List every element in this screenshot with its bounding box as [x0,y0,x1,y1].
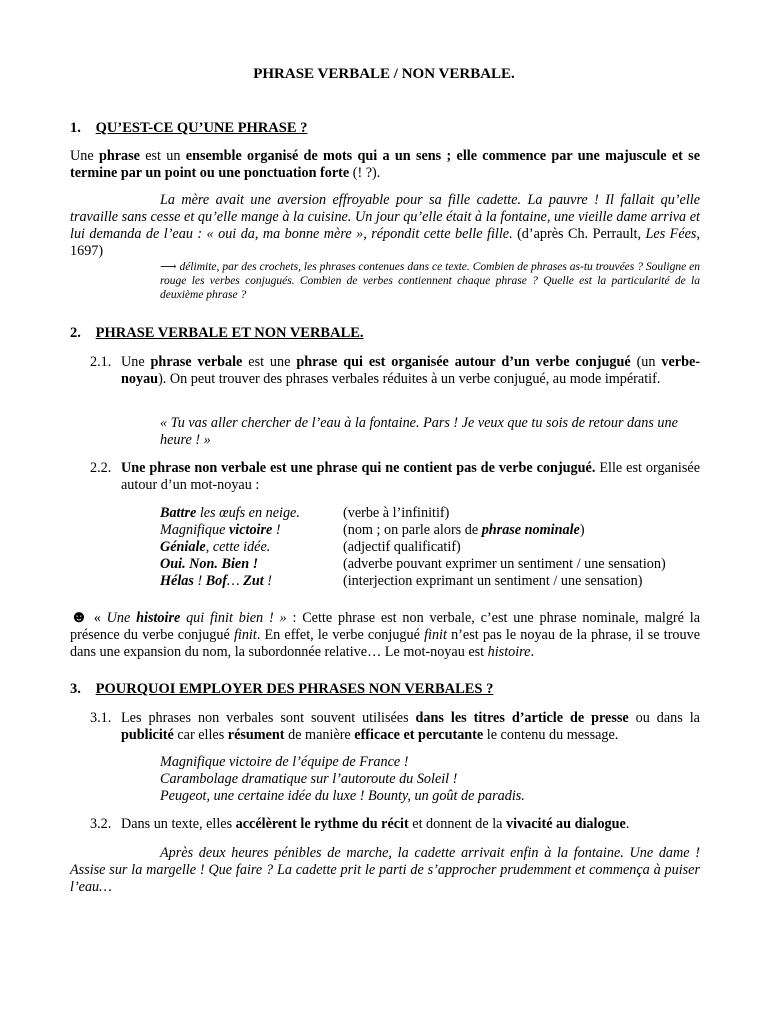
source: (d’après Ch. Perrault, [512,226,646,242]
term: phrase nominale [481,522,580,538]
text: « [87,610,107,626]
example-text: ! [272,522,281,538]
core-word: Bof [205,573,227,589]
page-title: PHRASE VERBALE / NON VERBALE. [253,66,515,82]
text: Les phrases non verbales sont souvent utilisées [121,710,416,726]
explanation: (verbe à l’infinitif) [343,505,450,521]
example-row [160,505,720,522]
example-row [160,556,720,573]
core-word: Battre [160,505,197,521]
text: . [530,644,535,660]
headline-line: Magnifique victoire de l’équipe de France ! [160,754,409,770]
text: Une [70,148,99,164]
subsection-number: 3.2. [90,816,112,832]
phrase-definition [70,148,700,182]
text: de manière [284,727,355,743]
example-row [160,539,720,556]
story-excerpt: Après deux heures pénibles de marche, la cadette arrivait enfin à la fontaine. Une dame ! Assise sur la margelle ! Que faire ? La cadette prit le parti de s’approcher prudemment et commença à puiser l’eau… [70,845,700,895]
text: car elles [173,727,228,743]
text: et donnent de la [408,816,507,832]
exercise-instructions: ⟶ délimite, par des crochets, les phrases contenues dans ce texte. Combien de phrases as-tu trouvées ? Souligne en rouge les verbes conjugués. Combien de verbes contiennent chaque phrase ? Quelle est la particularité de la deuxième phrase ? [160,261,700,301]
core-word: Oui. Non. Bien ! [160,556,259,572]
section-number: 3. [70,681,81,697]
verb: finit [233,627,257,643]
term: publicité [121,727,174,743]
explanation: (interjection exprimant un sentiment / une sensation) [343,573,643,589]
subsection-number: 2.1. [90,354,112,370]
text: : Cette phrase est non verbale, c’est une phrase nominale, malgré la présence du verbe conjugué [70,610,701,643]
example-text: les œufs en neige. [196,505,300,521]
explanation: (nom ; on parle alors de [343,522,482,538]
definition: ensemble organisé de mots qui a un sens ; elle commence par une majuscule et se termine par un point ou une ponctuation forte [70,148,700,181]
text: Elle est organisée autour d’un mot-noyau : [121,460,700,493]
text: Une [121,354,151,370]
subsection-3-1 [90,710,700,744]
text: . [625,816,630,832]
term: efficace et percutante [354,727,484,743]
subsection-2-2 [90,460,700,494]
text: Dans un texte, elles [121,816,236,832]
source-title: Les Fées [645,226,697,242]
core-word: Géniale [160,539,206,555]
section-number: 2. [70,325,81,341]
source-year: , 1697) [70,226,700,259]
headline-line: Peugeot, une certaine idée du luxe ! Bounty, un goût de paradis. [160,788,525,804]
core-word: Hélas [160,573,194,589]
term: phrase [98,148,140,164]
text: est un [139,148,186,164]
text: (! ?). [349,165,381,181]
term: vivacité au dialogue [506,816,626,832]
section-3-heading [70,681,493,698]
verb: finit [424,627,447,643]
section-title: QU’EST-CE QU’UNE PHRASE ? [95,120,308,136]
text: (un [630,354,662,370]
core-word: victoire [228,522,273,538]
subsection-number: 2.2. [90,460,112,476]
text: . En effet, le verbe conjugué [256,627,425,643]
term: accélèrent le rythme du récit [235,816,409,832]
core-word: histoire [487,644,531,660]
text: n’est pas le noyau de la phrase, il se trouve dans une expansion du nom, la subordonnée relative… Le mot-noyau est [70,627,700,660]
subsection-3-2 [90,816,700,833]
term: dans les titres d’article de presse [415,710,629,726]
explanation: (adjectif qualificatif) [343,539,461,555]
subsection-number: 3.1. [90,710,112,726]
quote-text: La mère avait une aversion effroyable pour sa fille cadette. La pauvre ! Il fallait qu’elle travaille sans cesse et qu’elle mange à la cuisine. Un jour qu’elle était à la fontaine, une vieille dame arriva et lui demanda de l’eau : « oui da, ma bonne mère », répondit cette belle fille. [70,192,700,242]
text: qui finit bien ! » [180,610,287,626]
explanation: (adverbe pouvant exprimer un sentiment / une sensation) [343,556,666,572]
text: ). On peut trouver des phrases verbales réduites à un verbe conjugué, au mode impératif. [158,371,661,387]
text: le contenu du message. [483,727,619,743]
example-text: … [227,573,244,589]
headline-line: Carambolage dramatique sur l’autoroute du Soleil ! [160,771,458,787]
section-1-heading [70,120,307,137]
example-text: ! [263,573,272,589]
core-word: Zut [243,573,264,589]
headline-examples [160,754,700,805]
text: Une [106,610,137,626]
core-word: histoire [136,610,181,626]
quote-perrault [70,192,700,260]
example-row [160,573,720,590]
explanation: ) [579,522,585,538]
example-text: , cette idée. [205,539,271,555]
term: résument [227,727,285,743]
example-quote: « Tu vas aller chercher de l’eau à la fontaine. Pars ! Je veux que tu sois de retour dans une heure ! » [160,415,678,448]
text: est une [242,354,297,370]
section-title: POURQUOI EMPLOYER DES PHRASES NON VERBALES ? [95,681,494,697]
term: phrase verbale [150,354,243,370]
section-number: 1. [70,120,81,136]
example-row [160,522,720,539]
definition: phrase qui est organisée autour d’un verbe conjugué [296,354,631,370]
note-paragraph [70,608,700,661]
subsection-2-1 [90,354,700,388]
section-2-heading [70,325,364,342]
example-text: ! [193,573,206,589]
smiley-icon: ☻ [70,607,88,626]
definition: Une phrase non verbale est une phrase qui ne contient pas de verbe conjugué. [121,460,596,476]
example-text: Magnifique [160,522,229,538]
section-title: PHRASE VERBALE ET NON VERBALE. [95,325,364,341]
term: verbe-noyau [121,354,700,387]
text: ou dans la [628,710,700,726]
